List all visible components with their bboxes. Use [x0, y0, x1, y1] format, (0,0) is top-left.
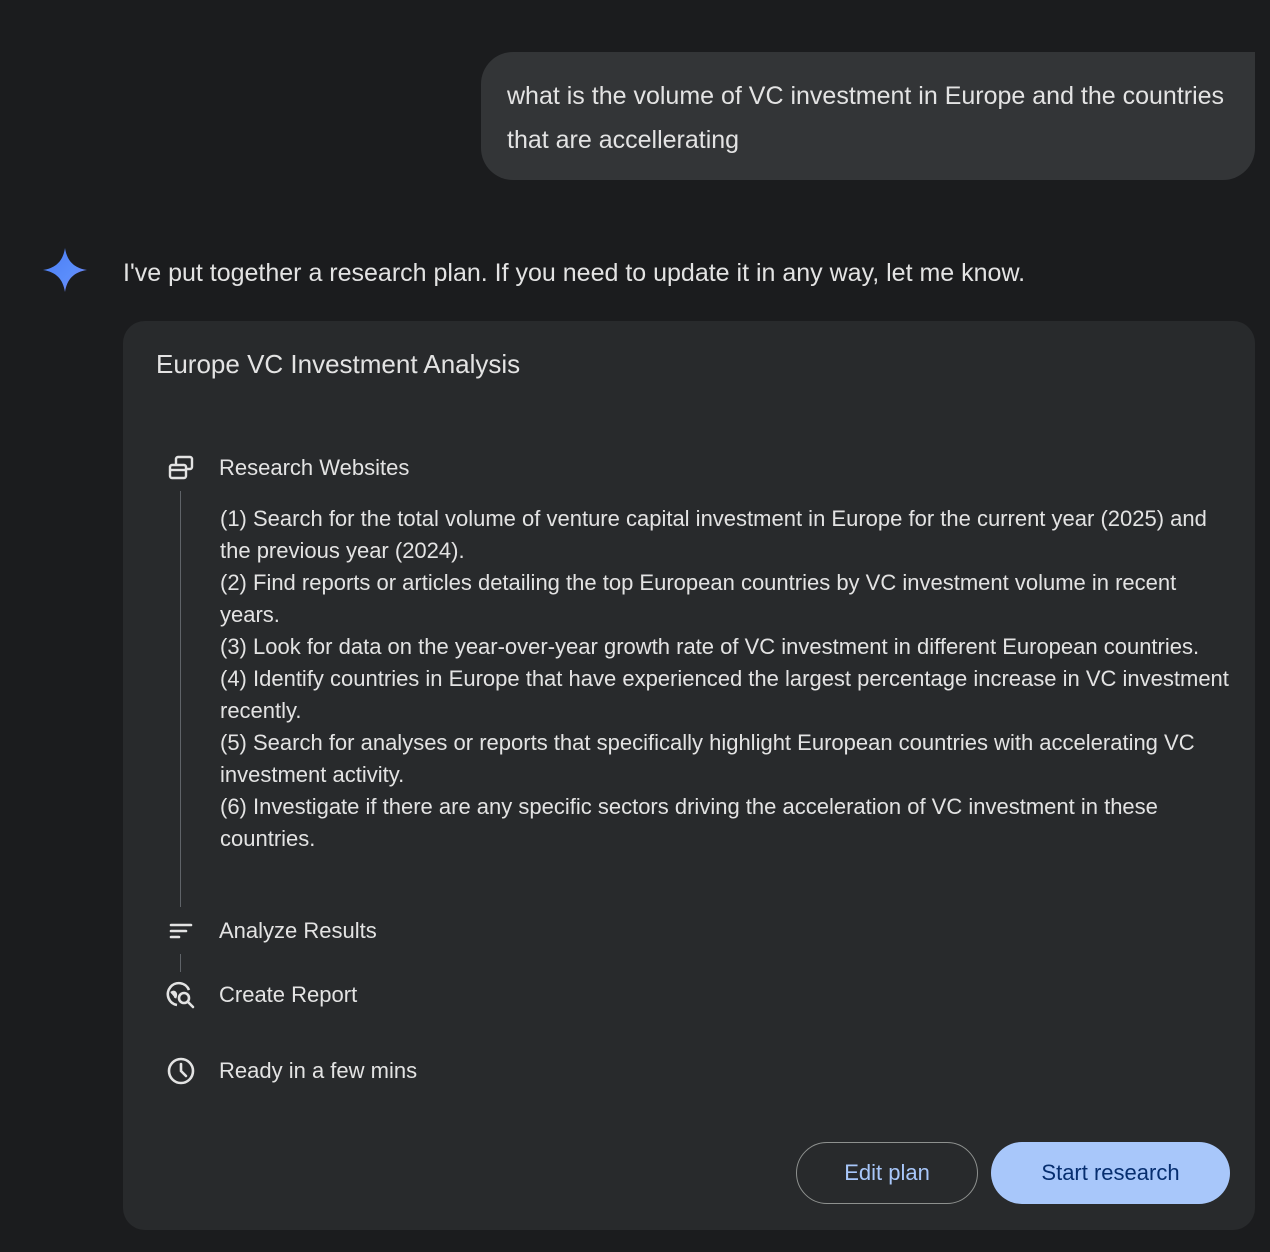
plan-steps-list — [220, 503, 1230, 855]
plan-item: (1) Search for the total volume of venture capital investment in Europe for the current year (2025) and the previous year (2024). — [220, 506, 1207, 563]
plan-item: (5) Search for analyses or reports that specifically highlight European countries with accelerating VC investment activity. — [220, 730, 1195, 787]
user-message-text: what is the volume of VC investment in Europe and the countries that are accellerating — [507, 82, 1225, 154]
step-research-websites — [165, 452, 409, 484]
start-research-button[interactable]: Start research — [991, 1142, 1230, 1204]
step-analyze-results — [165, 915, 377, 947]
step-label: Create Report — [219, 982, 358, 1007]
analyze-results-icon — [165, 915, 197, 947]
research-websites-icon — [165, 452, 197, 484]
timeline-connector — [180, 491, 181, 907]
plan-title: Europe VC Investment Analysis — [156, 349, 521, 379]
plan-item: (3) Look for data on the year-over-year growth rate of VC investment in different European countries. — [220, 634, 1200, 659]
edit-plan-button[interactable]: Edit plan — [796, 1142, 978, 1204]
create-report-icon — [165, 979, 197, 1011]
plan-item: (4) Identify countries in Europe that have experienced the largest percentage increase in VC investment recently. — [220, 666, 1229, 723]
plan-item: (6) Investigate if there are any specific sectors driving the acceleration of VC investment in these countries. — [220, 794, 1158, 851]
step-label: Research Websites — [219, 455, 410, 480]
user-message-bubble — [481, 52, 1255, 180]
plan-item: (2) Find reports or articles detailing the top European countries by VC investment volume in recent years. — [220, 570, 1177, 627]
gemini-spark-icon — [42, 247, 88, 293]
step-label: Analyze Results — [219, 918, 377, 943]
timeline-connector — [180, 954, 181, 972]
clock-icon — [165, 1055, 197, 1087]
step-create-report — [165, 979, 357, 1011]
assistant-intro-text: I've put together a research plan. If you need to update it in any way, let me know. — [123, 259, 1026, 287]
eta-label: Ready in a few mins — [219, 1058, 418, 1083]
eta-row — [165, 1055, 417, 1087]
research-plan-card — [123, 321, 1255, 1230]
